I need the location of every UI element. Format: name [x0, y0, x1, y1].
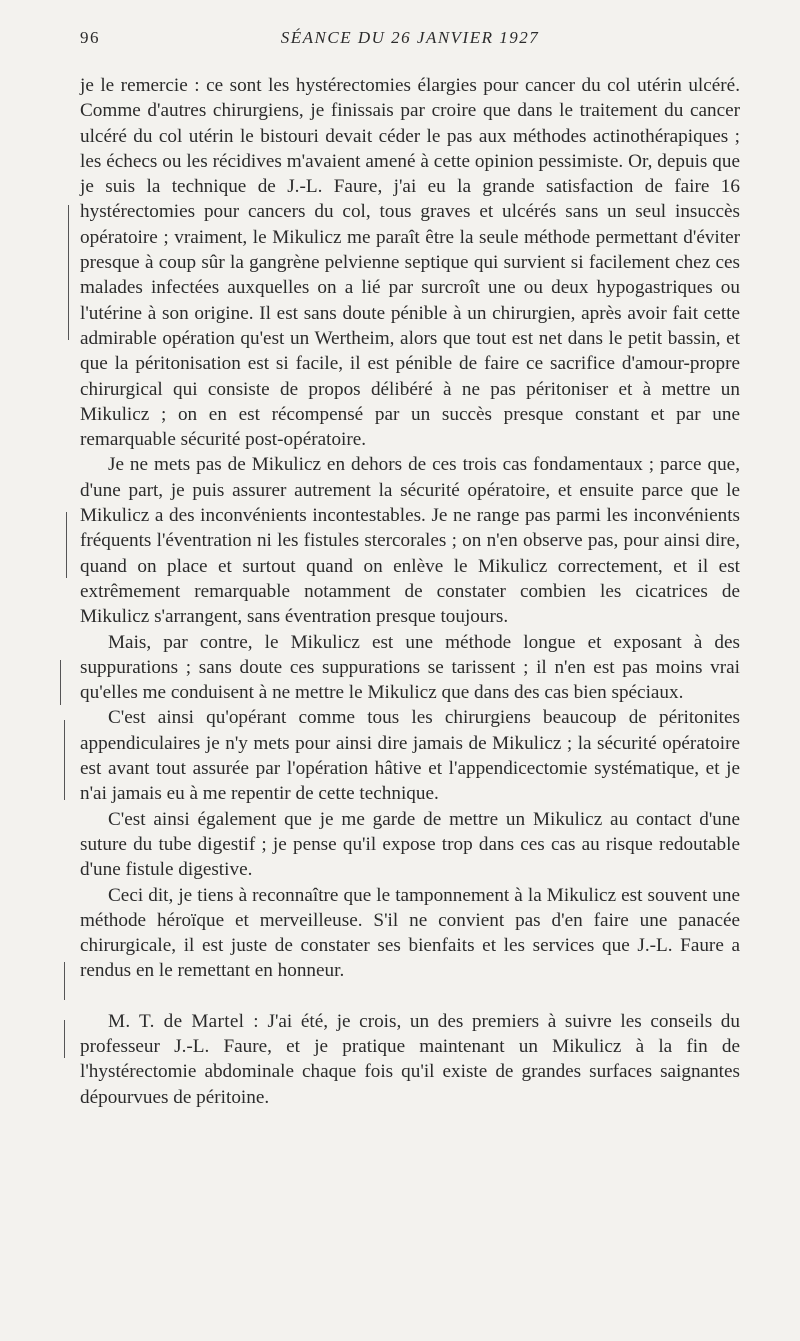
margin-bracket: [64, 962, 69, 1000]
paragraph-hysterectomy: je le remercie : ce sont les hystérectomies élargies pour cancer du col utérin ulcéré. Comme d'autres chirurgiens, je finissais par croire que dans le traitement du cancer ulcéré du col utérin le bistouri devait céder le pas aux méthodes actinothérapiques ; les échecs ou les récidives m'avaient amené à cette opinion pessimiste. Or, depuis que je suis la technique de J.-L. Faure, j'ai eu la grande satisfaction de faire 16 hystérectomies pour cancers du col, tous graves et ulcérés sans un seul insuccès opératoire ; vraiment, le Mikulicz me paraît être la seule méthode permettant d'éviter presque à coup sûr la gangrène pelvienne septique qui survient si facilement chez ces malades infectées auxquelles on a lié par surcroît une ou deux hypogastriques ou l'utérine à son origine. Il est sans doute pénible à un chirurgien, après avoir fait cette admirable opération qu'est un Wertheim, alors que tout est net dans le petit bassin, et que la péritonisation est si facile, il est pénible de faire ce sacrifice d'amour-propre chirurgical qui consiste de propos délibéré à ne pas péritoniser et à mettre un Mikulicz ; on en est récompensé par un succès presque constant et par une remarquable sécurité post-opératoire.: [80, 75, 740, 451]
paragraph-conclusion: Ceci dit, je tiens à reconnaître que le tamponnement à la Mikulicz est souvent une méthode héroïque et merveilleuse. S'il ne convient pas d'en faire une panacée chirurgicale, il est juste de constater ses bienfaits et les services que J.-L. Faure a rendus en le remettant en honneur.: [80, 884, 740, 982]
speaker-name: M. T. de Martel :: [108, 1010, 259, 1032]
page-number: 96: [80, 28, 100, 47]
paragraph-digestive-suture: C'est ainsi également que je me garde de mettre un Mikulicz au contact d'une suture du tube digestif ; je pense qu'il expose trop dans ces cas au risque redoutable d'une fistule digestive.: [80, 808, 740, 881]
page-header: [80, 28, 740, 52]
running-title: SÉANCE DU 26 JANVIER 1927: [280, 28, 540, 47]
paragraph-reply: [80, 1009, 740, 1110]
body-text: [80, 73, 740, 1110]
paragraph-suppurations: Mais, par contre, le Mikulicz est une méthode longue et exposant à des suppurations ; sans doute ces suppurations se tarissent ; il n'en est pas moins vrai qu'elles me conduisent à ne mettre le Mikulicz que dans des cas bien spéciaux.: [80, 631, 740, 704]
margin-bracket: [60, 660, 65, 705]
margin-bracket: [64, 720, 69, 800]
margin-bracket: [66, 512, 71, 578]
reply-text: J'ai été, je crois, un des premiers à suivre les conseils du professeur J.-L. Faure, et je pratique maintenant un Mikulicz à la fin de l'hystérectomie abdominale chaque fois qu'il existe de grandes surfaces saignantes dépourvues de péritoine.: [80, 1010, 740, 1108]
paragraph-appendicitis: C'est ainsi qu'opérant comme tous les chirurgiens beaucoup de péritonites appendiculaires je n'y mets pour ainsi dire jamais de Mikulicz ; la sécurité opératoire est avant tout assurée par l'opération hâtive et l'appendicectomie systématique, et je n'ai jamais eu à me repentir de cette technique.: [80, 707, 740, 805]
margin-bracket: [68, 205, 73, 340]
paragraph-indications: Je ne mets pas de Mikulicz en dehors de ces trois cas fondamentaux ; parce que, d'une part, je puis assurer autrement la sécurité opératoire, et ensuite parce que le Mikulicz a des inconvénients incontestables. Je ne range pas parmi les inconvénients fréquents l'éventration ni les fistules stercorales ; on n'en observe pas, pour ainsi dire, quand on place et surtout quand on enlève le Mikulicz correctement, et il est extrêmement remarquable notamment de constater combien les cicatrices de Mikulicz s'arrangent, sans éventration presque toujours.: [80, 454, 740, 628]
margin-bracket: [64, 1020, 69, 1058]
